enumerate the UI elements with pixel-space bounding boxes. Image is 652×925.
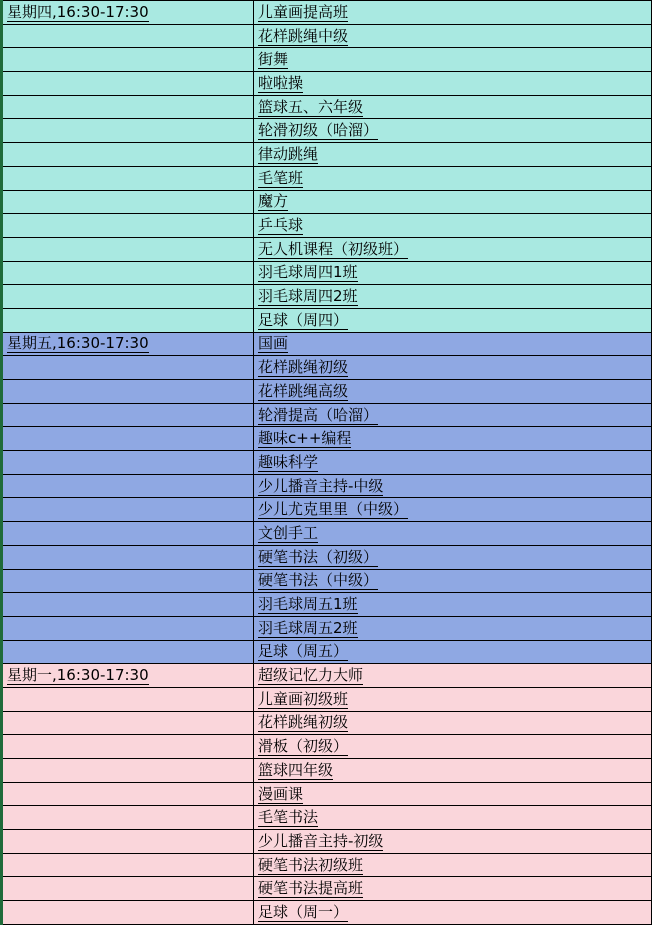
- course-cell[interactable]: [254, 285, 652, 309]
- table-row: [2, 664, 652, 688]
- course-name: 花样跳绳中级: [258, 26, 349, 45]
- table-row: [2, 24, 652, 48]
- course-name: 花样跳绳高级: [258, 381, 349, 400]
- course-name: 少儿播音主持-初级: [258, 831, 384, 850]
- table-row: [2, 782, 652, 806]
- course-name: 篮球四年级: [258, 760, 334, 779]
- course-cell[interactable]: [254, 356, 652, 380]
- empty-cell[interactable]: [2, 380, 254, 404]
- table-row: [2, 95, 652, 119]
- table-row: [2, 759, 652, 783]
- empty-cell[interactable]: [2, 498, 254, 522]
- course-cell[interactable]: [254, 640, 652, 664]
- course-name: 少儿播音主持-中级: [258, 476, 384, 495]
- course-name: 羽毛球周五1班: [258, 595, 358, 614]
- course-cell[interactable]: [254, 332, 652, 356]
- table-row: [2, 569, 652, 593]
- course-cell[interactable]: [254, 119, 652, 143]
- course-name: 儿童画初级班: [258, 689, 349, 708]
- course-name: 轮滑提高（哈溜）: [258, 405, 379, 424]
- table-row: [2, 877, 652, 901]
- course-name: 足球（周四）: [258, 310, 349, 329]
- day-time-cell[interactable]: [2, 332, 254, 356]
- empty-cell[interactable]: [2, 237, 254, 261]
- course-name: 滑板（初级）: [258, 737, 349, 756]
- table-row: [2, 261, 652, 285]
- course-name: 硬笔书法初级班: [258, 855, 364, 874]
- course-name: 街舞: [258, 50, 289, 69]
- course-name: 羽毛球周四1班: [258, 263, 358, 282]
- course-cell[interactable]: [254, 143, 652, 167]
- course-cell[interactable]: [254, 451, 652, 475]
- schedule-table-body: [2, 1, 652, 925]
- empty-cell[interactable]: [2, 285, 254, 309]
- course-cell[interactable]: [254, 95, 652, 119]
- empty-cell[interactable]: [2, 545, 254, 569]
- course-cell[interactable]: [254, 427, 652, 451]
- table-row: [2, 806, 652, 830]
- course-cell[interactable]: [254, 166, 652, 190]
- course-cell[interactable]: [254, 48, 652, 72]
- course-name: 花样跳绳初级: [258, 358, 349, 377]
- empty-cell[interactable]: [2, 616, 254, 640]
- table-row: [2, 48, 652, 72]
- empty-cell[interactable]: [2, 901, 254, 925]
- course-cell[interactable]: [254, 830, 652, 854]
- table-row: [2, 687, 652, 711]
- table-row: [2, 711, 652, 735]
- day-time-label: 星期五,16:30-17:30: [7, 334, 149, 353]
- empty-cell[interactable]: [2, 48, 254, 72]
- table-row: [2, 119, 652, 143]
- course-name: 硬笔书法（初级）: [258, 547, 379, 566]
- table-row: [2, 451, 652, 475]
- course-name: 足球（周一）: [258, 902, 349, 921]
- table-row: [2, 190, 652, 214]
- course-cell[interactable]: [254, 687, 652, 711]
- table-row: [2, 356, 652, 380]
- empty-cell[interactable]: [2, 427, 254, 451]
- course-name: 国画: [258, 334, 289, 353]
- empty-cell[interactable]: [2, 214, 254, 238]
- table-row: [2, 237, 652, 261]
- empty-cell[interactable]: [2, 640, 254, 664]
- table-row: [2, 380, 652, 404]
- empty-cell[interactable]: [2, 95, 254, 119]
- course-cell[interactable]: [254, 380, 652, 404]
- course-cell[interactable]: [254, 72, 652, 96]
- empty-cell[interactable]: [2, 759, 254, 783]
- empty-cell[interactable]: [2, 72, 254, 96]
- course-cell[interactable]: [254, 759, 652, 783]
- course-name: 硬笔书法（中级）: [258, 571, 379, 590]
- course-cell[interactable]: [254, 308, 652, 332]
- table-row: [2, 616, 652, 640]
- empty-cell[interactable]: [2, 711, 254, 735]
- table-row: [2, 830, 652, 854]
- course-name: 乒乓球: [258, 216, 304, 235]
- empty-cell[interactable]: [2, 143, 254, 167]
- course-cell[interactable]: [254, 498, 652, 522]
- empty-cell[interactable]: [2, 403, 254, 427]
- empty-cell[interactable]: [2, 190, 254, 214]
- table-row: [2, 474, 652, 498]
- table-row: [2, 853, 652, 877]
- course-name: 超级记忆力大师: [258, 666, 364, 685]
- course-name: 羽毛球周五2班: [258, 618, 358, 637]
- course-cell[interactable]: [254, 545, 652, 569]
- table-row: [2, 735, 652, 759]
- table-row: [2, 427, 652, 451]
- course-name: 趣味c++编程: [258, 429, 352, 448]
- day-time-label: 星期四,16:30-17:30: [7, 2, 149, 21]
- course-name: 文创手工: [258, 523, 319, 542]
- table-row: [2, 640, 652, 664]
- empty-cell[interactable]: [2, 451, 254, 475]
- course-name: 趣味科学: [258, 452, 319, 471]
- table-row: [2, 214, 652, 238]
- table-row: [2, 522, 652, 546]
- table-row: [2, 593, 652, 617]
- course-name: 漫画课: [258, 784, 304, 803]
- course-name: 律动跳绳: [258, 144, 319, 163]
- course-cell[interactable]: [254, 261, 652, 285]
- course-cell[interactable]: [254, 711, 652, 735]
- course-name: 少儿尤克里里（中级）: [258, 500, 409, 519]
- table-row: [2, 72, 652, 96]
- table-row: [2, 143, 652, 167]
- empty-cell[interactable]: [2, 782, 254, 806]
- empty-cell[interactable]: [2, 853, 254, 877]
- course-cell[interactable]: [254, 877, 652, 901]
- course-cell[interactable]: [254, 782, 652, 806]
- course-cell[interactable]: [254, 190, 652, 214]
- course-cell[interactable]: [254, 237, 652, 261]
- course-cell[interactable]: [254, 569, 652, 593]
- course-cell[interactable]: [254, 403, 652, 427]
- course-cell[interactable]: [254, 1, 652, 25]
- course-cell[interactable]: [254, 474, 652, 498]
- course-name: 魔方: [258, 192, 289, 211]
- table-row: [2, 332, 652, 356]
- course-cell[interactable]: [254, 214, 652, 238]
- day-time-cell[interactable]: [2, 1, 254, 25]
- empty-cell[interactable]: [2, 877, 254, 901]
- course-cell[interactable]: [254, 806, 652, 830]
- table-row: [2, 498, 652, 522]
- empty-cell[interactable]: [2, 687, 254, 711]
- empty-cell[interactable]: [2, 474, 254, 498]
- course-cell[interactable]: [254, 735, 652, 759]
- course-name: 毛笔书法: [258, 808, 319, 827]
- empty-cell[interactable]: [2, 119, 254, 143]
- table-row: [2, 166, 652, 190]
- empty-cell[interactable]: [2, 735, 254, 759]
- table-row: [2, 285, 652, 309]
- empty-cell[interactable]: [2, 356, 254, 380]
- course-name: 羽毛球周四2班: [258, 287, 358, 306]
- table-row: [2, 1, 652, 25]
- empty-cell[interactable]: [2, 830, 254, 854]
- course-cell[interactable]: [254, 24, 652, 48]
- empty-cell[interactable]: [2, 24, 254, 48]
- course-cell[interactable]: [254, 664, 652, 688]
- empty-cell[interactable]: [2, 261, 254, 285]
- empty-cell[interactable]: [2, 593, 254, 617]
- table-row: [2, 901, 652, 925]
- course-name: 花样跳绳初级: [258, 713, 349, 732]
- course-name: 儿童画提高班: [258, 2, 349, 21]
- course-cell[interactable]: [254, 616, 652, 640]
- course-cell[interactable]: [254, 901, 652, 925]
- course-name: 轮滑初级（哈溜）: [258, 121, 379, 140]
- course-name: 啦啦操: [258, 73, 304, 92]
- course-cell[interactable]: [254, 522, 652, 546]
- course-name: 足球（周五）: [258, 642, 349, 661]
- course-name: 无人机课程（初级班）: [258, 239, 409, 258]
- course-name: 硬笔书法提高班: [258, 879, 364, 898]
- course-name: 毛笔班: [258, 168, 304, 187]
- day-time-label: 星期一,16:30-17:30: [7, 666, 149, 685]
- table-row: [2, 403, 652, 427]
- empty-cell[interactable]: [2, 166, 254, 190]
- course-cell[interactable]: [254, 853, 652, 877]
- empty-cell[interactable]: [2, 569, 254, 593]
- empty-cell[interactable]: [2, 522, 254, 546]
- empty-cell[interactable]: [2, 308, 254, 332]
- day-time-cell[interactable]: [2, 664, 254, 688]
- table-row: [2, 308, 652, 332]
- course-cell[interactable]: [254, 593, 652, 617]
- course-name: 篮球五、六年级: [258, 97, 364, 116]
- table-row: [2, 545, 652, 569]
- empty-cell[interactable]: [2, 806, 254, 830]
